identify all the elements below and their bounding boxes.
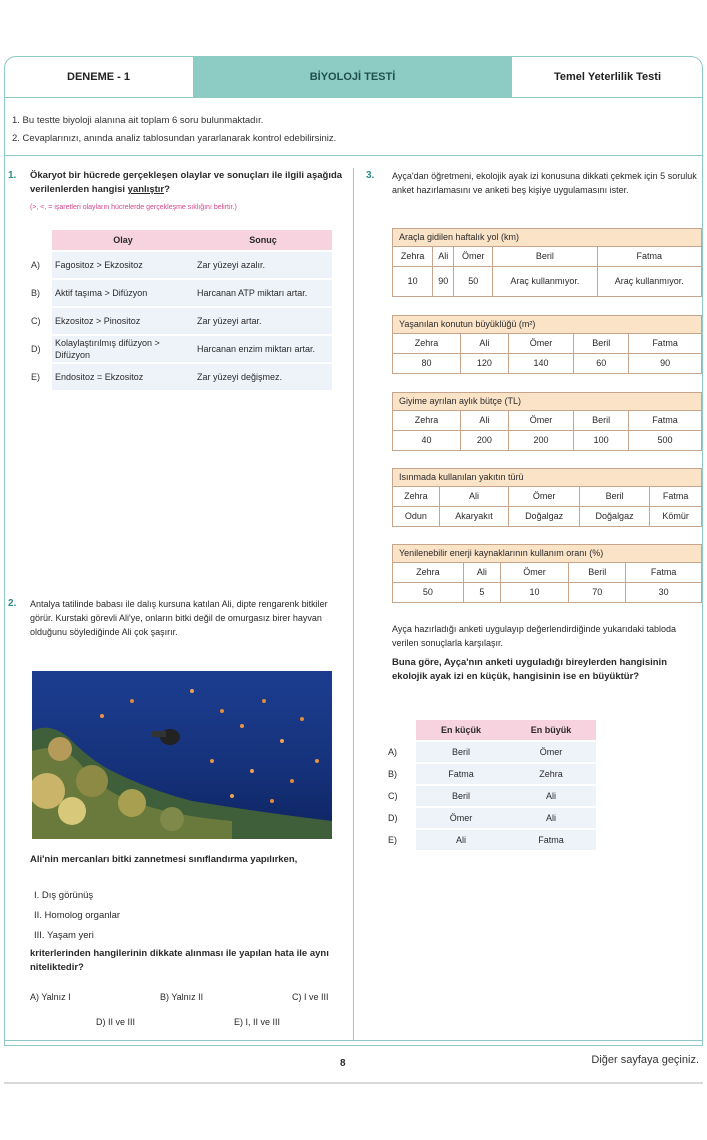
q2-number: 2.: [8, 598, 17, 609]
option-label: C): [388, 791, 398, 801]
table-value: 10: [393, 267, 433, 297]
q3-table-renewable: [392, 544, 702, 603]
q1-stem-pre: Ökaryot bir hücrede gerçekleşen olaylar ve sonuçları ile ilgili aşağıda verilenlerden hangisi: [30, 170, 343, 195]
test-header: [4, 56, 703, 98]
table-value: 5: [463, 583, 500, 603]
q3-header-min: En küçük: [416, 720, 506, 740]
option-label: E): [388, 835, 397, 845]
table-value: Araç kullanmıyor.: [597, 267, 701, 297]
bottom-rule: [4, 1082, 703, 1084]
table-value: 70: [569, 583, 626, 603]
person-name: Ömer: [500, 563, 568, 583]
option-label: D): [388, 813, 398, 823]
intro-line-1: 1. Bu testte biyoloji alanına ait toplam 6 soru bulunmaktadır.: [12, 115, 264, 126]
table-value: Kömür: [650, 507, 702, 527]
option-label: B): [31, 288, 40, 298]
person-name: Beril: [574, 411, 629, 431]
person-name: Beril: [493, 247, 597, 267]
q3-option-b[interactable]: [388, 764, 596, 784]
option-result: Zar yüzeyi azalır.: [194, 252, 332, 278]
option-result: Harcanan ATP miktarı artar.: [194, 280, 332, 306]
table-value: 30: [626, 583, 702, 603]
person-name: Zehra: [393, 563, 464, 583]
person-name: Fatma: [626, 563, 702, 583]
option-label: B): [388, 769, 397, 779]
intro-line-2: 2. Cevaplarınızı, anında analiz tablosundan yararlanarak kontrol edebilirsiniz.: [12, 133, 337, 144]
table-title: Yenilenebilir enerji kaynaklarının kullanım oranı (%): [393, 545, 702, 563]
q3-table-housing: [392, 315, 702, 374]
person-name: Ali: [460, 411, 508, 431]
option-event: Aktif taşıma > Difüzyon: [52, 280, 194, 306]
q2-option-a[interactable]: A) Yalnız I: [30, 992, 71, 1002]
q3-question: Buna göre, Ayça'nın anketi uyguladığı bireylerden hangisinin ekolojik ayak izi en küçük, hangisinin ise en büyüktür?: [392, 657, 667, 682]
table-value: Doğalgaz: [579, 507, 649, 527]
table-value: 90: [629, 354, 702, 374]
table-title: Yaşanılan konutun büyüklüğü (m²): [393, 316, 702, 334]
table-value: 120: [460, 354, 508, 374]
q1-header-event: Olay: [52, 230, 194, 250]
person-name: Ömer: [508, 334, 574, 354]
option-event: Endositoz = Ekzositoz: [52, 364, 194, 390]
person-name: Zehra: [393, 487, 440, 507]
option-event: Fagositoz > Ekzositoz: [52, 252, 194, 278]
table-value: Araç kullanmıyor.: [493, 267, 597, 297]
person-name: Fatma: [629, 411, 702, 431]
page-number: 8: [340, 1058, 346, 1069]
option-label: C): [31, 316, 41, 326]
table-value: 90: [433, 267, 454, 297]
q2-criterion-3: III. Yaşam yeri: [34, 930, 94, 941]
q1-stem: [30, 169, 346, 197]
q3-table-travel: [392, 228, 702, 297]
option-max: Zehra: [506, 764, 596, 784]
option-result: Harcanan enzim miktarı artar.: [194, 336, 332, 362]
table-value: 50: [393, 583, 464, 603]
person-name: Fatma: [650, 487, 702, 507]
person-name: Fatma: [629, 334, 702, 354]
q2-option-e[interactable]: E) I, II ve III: [234, 1017, 281, 1027]
person-name: Ali: [439, 487, 509, 507]
person-name: Ömer: [509, 487, 579, 507]
person-name: Beril: [579, 487, 649, 507]
option-event: Kolaylaştırılmış difüzyon > Difüzyon: [52, 336, 194, 362]
q1-stem-underline: yanlıştır: [127, 184, 165, 195]
footer-divider: [4, 1040, 703, 1041]
q3-table-clothing: [392, 392, 702, 451]
q2-criterion-1: I. Dış görünüş: [34, 890, 94, 901]
q3-option-e[interactable]: [388, 830, 596, 850]
q3-option-c[interactable]: [388, 786, 596, 806]
table-value: 200: [508, 431, 574, 451]
table-title: Araçla gidilen haftalık yol (km): [393, 229, 702, 247]
q1-option-a[interactable]: [28, 252, 332, 278]
option-min: Fatma: [416, 764, 506, 784]
q1-option-d[interactable]: [28, 336, 332, 362]
q2-criterion-2: II. Homolog organlar: [34, 910, 121, 921]
table-value: 500: [629, 431, 702, 451]
person-name: Ali: [433, 247, 454, 267]
table-value: 40: [393, 431, 461, 451]
person-name: Zehra: [393, 334, 461, 354]
option-min: Ömer: [416, 808, 506, 828]
table-value: Odun: [393, 507, 440, 527]
option-max: Ali: [506, 786, 596, 806]
q2-option-b[interactable]: B) Yalnız II: [160, 992, 204, 1002]
person-name: Ali: [460, 334, 508, 354]
table-value: 10: [500, 583, 568, 603]
q2-question-2: kriterlerinden hangilerinin dikkate alınması ile yapılan hata ile aynı niteliktedir?: [30, 948, 329, 973]
q3-option-d[interactable]: [388, 808, 596, 828]
q1-option-c[interactable]: [28, 308, 332, 334]
header-test-type: Temel Yeterlilik Testi: [554, 70, 661, 83]
table-value: 140: [508, 354, 574, 374]
header-exam-name: DENEME - 1: [4, 56, 194, 97]
table-value: Doğalgaz: [509, 507, 579, 527]
option-event: Ekzositoz > Pinositoz: [52, 308, 194, 334]
table-value: 50: [454, 267, 493, 297]
person-name: Fatma: [597, 247, 701, 267]
q1-number: 1.: [8, 170, 17, 181]
q2-option-c[interactable]: C) I ve III: [292, 992, 329, 1002]
table-title: Isınmada kullanılan yakıtın türü: [393, 469, 702, 487]
option-max: Fatma: [506, 830, 596, 850]
person-name: Ali: [463, 563, 500, 583]
table-title: Giyime ayrılan aylık bütçe (TL): [393, 393, 702, 411]
option-min: Ali: [416, 830, 506, 850]
q1-stem-post: ?: [164, 184, 170, 195]
table-value: 200: [460, 431, 508, 451]
coral-reef-photo: [32, 671, 332, 839]
option-max: Ömer: [506, 742, 596, 762]
header-subject: BİYOLOJİ TESTİ: [194, 56, 512, 97]
q2-question-1: Ali'nin mercanları bitki zannetmesi sınıflandırma yapılırken,: [30, 854, 298, 865]
person-name: Ömer: [508, 411, 574, 431]
q1-header-result: Sonuç: [194, 230, 332, 250]
intro-instructions: [4, 98, 703, 156]
table-value: 100: [574, 431, 629, 451]
q2-option-d[interactable]: D) II ve III: [96, 1017, 136, 1027]
person-name: Ömer: [454, 247, 493, 267]
option-label: E): [31, 372, 40, 382]
table-value: Akaryakıt: [439, 507, 509, 527]
option-min: Beril: [416, 786, 506, 806]
q3-number: 3.: [366, 170, 375, 181]
q3-options-table: [388, 718, 596, 852]
q1-option-b[interactable]: [28, 280, 332, 306]
q2-text: Antalya tatilinde babası ile dalış kursuna katılan Ali, dipte rengarenk bitkiler görür. Kurstaki görevli Ali'ye, onların bitki değil de omurgasız birer hayvan olduğunu söylediğinde Ali çok şaşırır.: [30, 599, 328, 637]
column-divider: [353, 168, 354, 1040]
q1-options-table: [28, 228, 332, 392]
person-name: Beril: [574, 334, 629, 354]
option-min: Beril: [416, 742, 506, 762]
option-max: Ali: [506, 808, 596, 828]
q1-option-e[interactable]: [28, 364, 332, 390]
option-label: D): [31, 344, 41, 354]
q1-note: (>, <, = işaretleri olayların hücrelerde gerçekleşme sıklığını belirtir.): [30, 204, 237, 211]
option-result: Zar yüzeyi artar.: [194, 308, 332, 334]
option-result: Zar yüzeyi değişmez.: [194, 364, 332, 390]
coral-reef-image: [32, 671, 332, 839]
q3-table-fuel: [392, 468, 702, 527]
next-page-note: Diğer sayfaya geçiniz.: [591, 1054, 699, 1066]
person-name: Zehra: [393, 411, 461, 431]
q3-header-max: En büyük: [506, 720, 596, 740]
q3-text: Ayça'dan öğretmeni, ekolojik ayak izi konusuna dikkati çekmek için 5 soruluk anket hazırlamasını ve anketi beş kişiye uygulamasını ister.: [392, 171, 697, 195]
option-label: A): [388, 747, 397, 757]
person-name: Beril: [569, 563, 626, 583]
option-label: A): [31, 260, 40, 270]
table-value: 60: [574, 354, 629, 374]
q3-text-2: Ayça hazırladığı anketi uygulayıp değerlendirdiğinde yukarıdaki tabloda verilen sonuçlarla karşılaşır.: [392, 624, 677, 648]
person-name: Zehra: [393, 247, 433, 267]
q3-option-a[interactable]: [388, 742, 596, 762]
table-value: 80: [393, 354, 461, 374]
